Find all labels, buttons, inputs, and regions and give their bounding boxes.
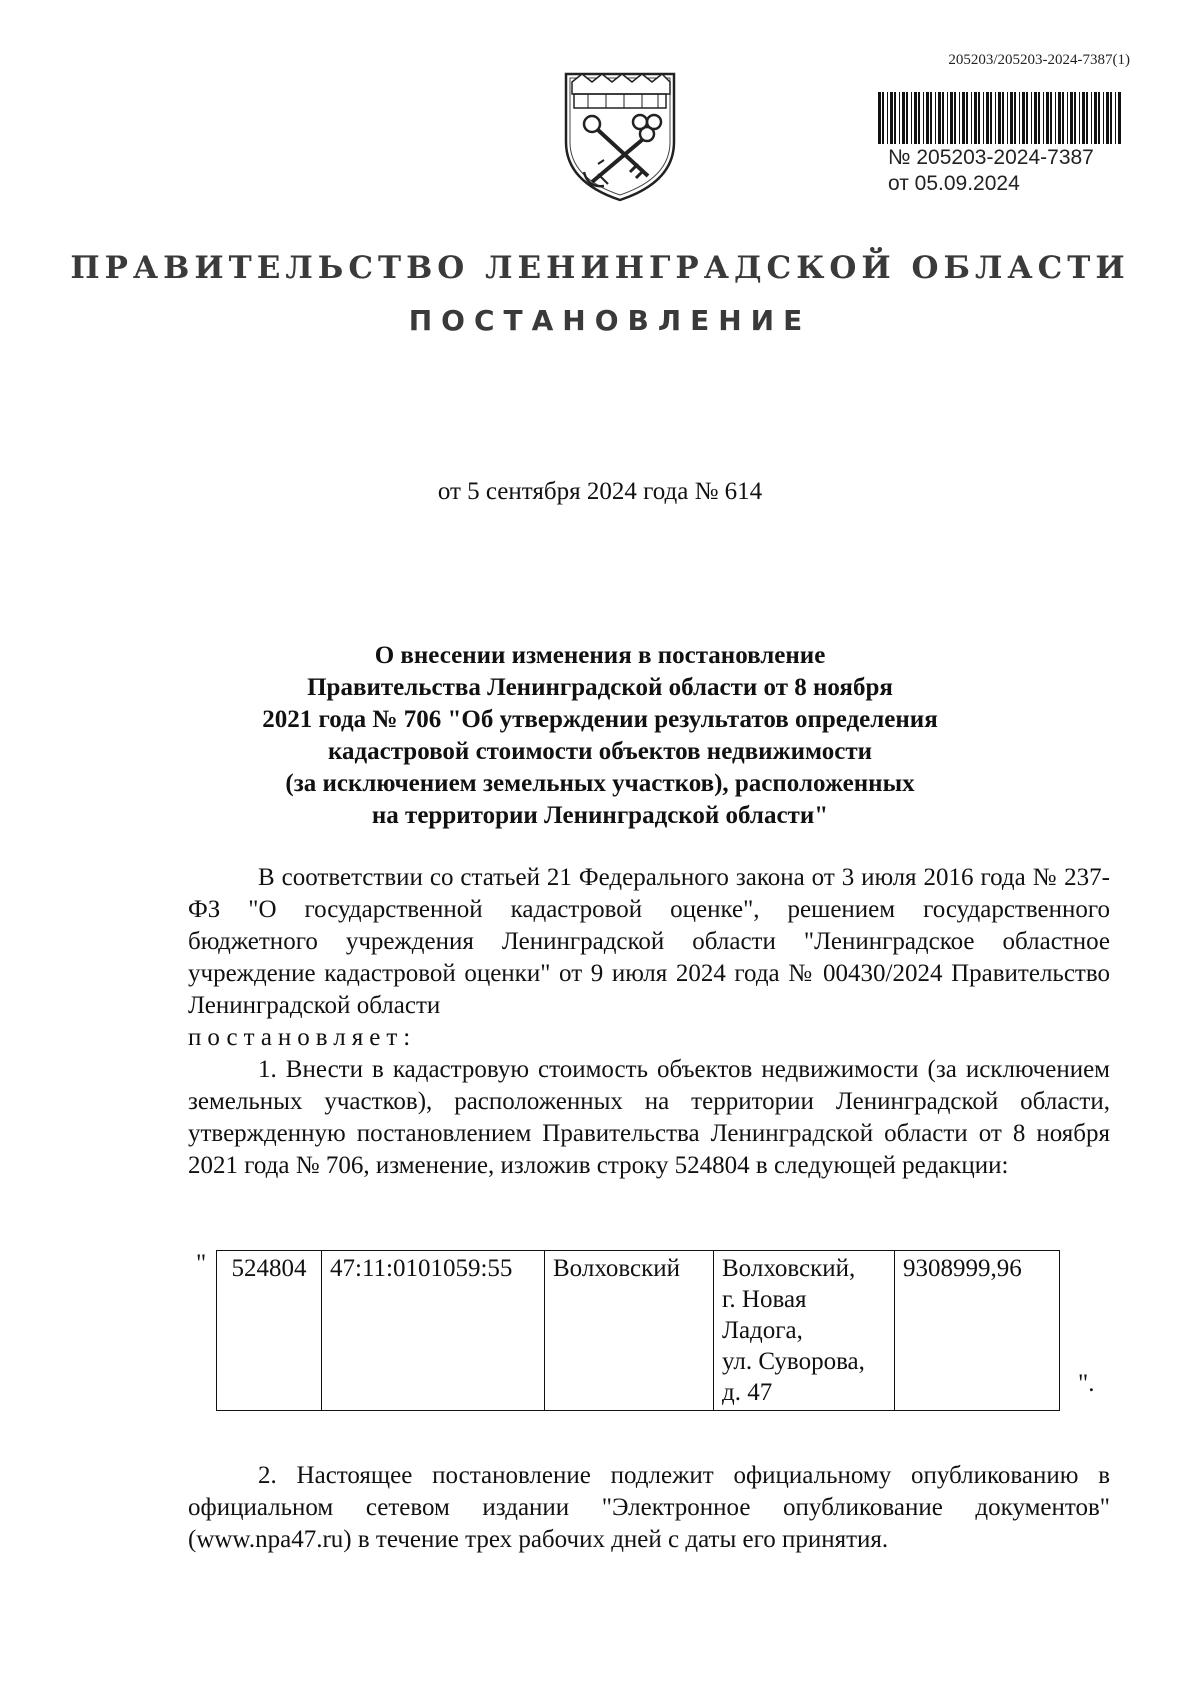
item-2-block (188, 1460, 1110, 1556)
barcode-bar (942, 92, 944, 144)
subject-line: О внесении изменения в постановление (374, 642, 826, 669)
barcode-bar (1086, 92, 1088, 144)
district-cell: Волховский (545, 1251, 714, 1411)
cadastral-value-cell: 9308999,96 (895, 1251, 1060, 1411)
subject-line: Правительства Ленинградской области от 8 ноября (307, 674, 893, 701)
barcode-bar (1010, 92, 1013, 144)
barcode-bar (890, 92, 893, 144)
barcode-bar (1082, 92, 1085, 144)
barcode-bar (1043, 92, 1044, 144)
barcode-bar (923, 92, 924, 144)
barcode-bar (918, 92, 920, 144)
barcode-bar (995, 92, 996, 144)
address-line: Ладога, (722, 1317, 803, 1344)
preamble-paragraph: В соответствии со статьей 21 Федерального закона от 3 июля 2016 года № 237-ФЗ "О государственной кадастровой оценке", решением государственного бюджетного учреждения Ленинградской области "Ленинградское областное учреждение кадастровой оценки" от 9 июля 2024 года № 00430/2024 Правительство Ленинградской области (188, 864, 1110, 1019)
barcode-bar (954, 92, 956, 144)
barcode-bar (926, 92, 929, 144)
barcode-bar (1014, 92, 1016, 144)
barcode-bar (1079, 92, 1080, 144)
address-line: д. 47 (722, 1379, 773, 1406)
barcode-bar (986, 92, 989, 144)
barcode-bar (1026, 92, 1028, 144)
document-type: ПОСТАНОВЛЕНИЕ (408, 304, 812, 337)
barcode-bar (1074, 92, 1076, 144)
row-number-cell: 524804 (217, 1251, 322, 1411)
subject-line: (за исключением земельных участков), расположенных (285, 770, 915, 797)
barcode-bar (1038, 92, 1040, 144)
main-body (188, 862, 1110, 1182)
barcode-bar (1106, 92, 1109, 144)
address-line: ул. Суворова, (722, 1348, 865, 1375)
barcode-bar (938, 92, 941, 144)
barcode-bar (978, 92, 980, 144)
barcode-bar (1058, 92, 1061, 144)
address-line: Волховский, (722, 1255, 856, 1282)
leningrad-oblast-coat-of-arms-icon (558, 64, 682, 204)
barcode-bar (882, 92, 884, 144)
barcode-bar (878, 92, 881, 144)
barcode-bar (1062, 92, 1064, 144)
ref-code: 205203/205203-2024-7387(1) (948, 52, 1130, 68)
barcode-bar (899, 92, 900, 144)
barcode-bar (1022, 92, 1025, 144)
address-cell (714, 1251, 895, 1411)
table-open-quote: " (196, 1250, 207, 1277)
barcode-bar (1094, 92, 1097, 144)
item-2-paragraph: 2. Настоящее постановление подлежит официальному опубликованию в официальном сетевом издании "Электронное опубликование документов" (www.npa47.ru) в течение трех рабочих дней с даты его принятия. (188, 1462, 1110, 1553)
barcode-bar (902, 92, 905, 144)
barcode-bar (906, 92, 908, 144)
barcode-bar (1070, 92, 1073, 144)
barcode-icon (876, 92, 1126, 144)
registration-number: № 205203-2024-7387 (888, 146, 1094, 169)
table-row (217, 1251, 1060, 1411)
barcode-bar (959, 92, 960, 144)
barcode-bar (1110, 92, 1112, 144)
barcode-bar (998, 92, 1001, 144)
subject-line: кадастровой стоимости объектов недвижимости (327, 738, 873, 765)
cadastral-number-cell: 47:11:0101059:55 (322, 1251, 545, 1411)
barcode-bar (1034, 92, 1037, 144)
barcode-bar (990, 92, 992, 144)
barcode-bar (1091, 92, 1092, 144)
barcode-bar (914, 92, 917, 144)
barcode-bar (1067, 92, 1068, 144)
barcode-bar (1098, 92, 1100, 144)
subject-line: на территории Ленинградской области" (371, 802, 829, 829)
table-close-quote: ". (1078, 1370, 1095, 1397)
barcode-bar (950, 92, 953, 144)
barcode-bar (962, 92, 965, 144)
barcode-bar (1118, 92, 1121, 144)
barcode-bar (894, 92, 896, 144)
barcode-bar (935, 92, 936, 144)
barcode-bar (983, 92, 984, 144)
barcode-bar (911, 92, 912, 144)
barcode-bar (966, 92, 968, 144)
barcode-bar (1103, 92, 1104, 144)
barcode-bar (1046, 92, 1049, 144)
barcode-bar (1007, 92, 1008, 144)
barcode-bar (1031, 92, 1032, 144)
barcode-bar (1050, 92, 1052, 144)
item-1-paragraph: 1. Внести в кадастровую стоимость объектов недвижимости (за исключением земельных участков), расположенных на территории Ленинградской области, утвержденную постановлением Правительства Ленинградской области от 8 ноября 2021 года № 706, изменение, изложив строку 524804 в следующей редакции: (188, 1056, 1110, 1179)
resolves-word: постановляет: (188, 1024, 417, 1051)
government-title: ПРАВИТЕЛЬСТВО ЛЕНИНГРАДСКОЙ ОБЛАСТИ (70, 250, 1130, 286)
barcode-bar (947, 92, 948, 144)
cadastral-value-table (216, 1250, 1060, 1411)
barcode-bar (1002, 92, 1004, 144)
address-line: г. Новая (722, 1286, 807, 1313)
barcode-bar (1115, 92, 1116, 144)
barcode-bar (1019, 92, 1020, 144)
barcode-bar (930, 92, 932, 144)
barcode-bar (887, 92, 888, 144)
barcode-bar (971, 92, 972, 144)
barcode-bar (1055, 92, 1056, 144)
registration-date: от 05.09.2024 (888, 172, 1020, 195)
document-date: от 5 сентября 2024 года № 614 (437, 478, 763, 505)
subject-line: 2021 года № 706 "Об утверждении результатов определения (262, 706, 938, 733)
document-subject (190, 640, 1010, 832)
barcode-bar (974, 92, 977, 144)
